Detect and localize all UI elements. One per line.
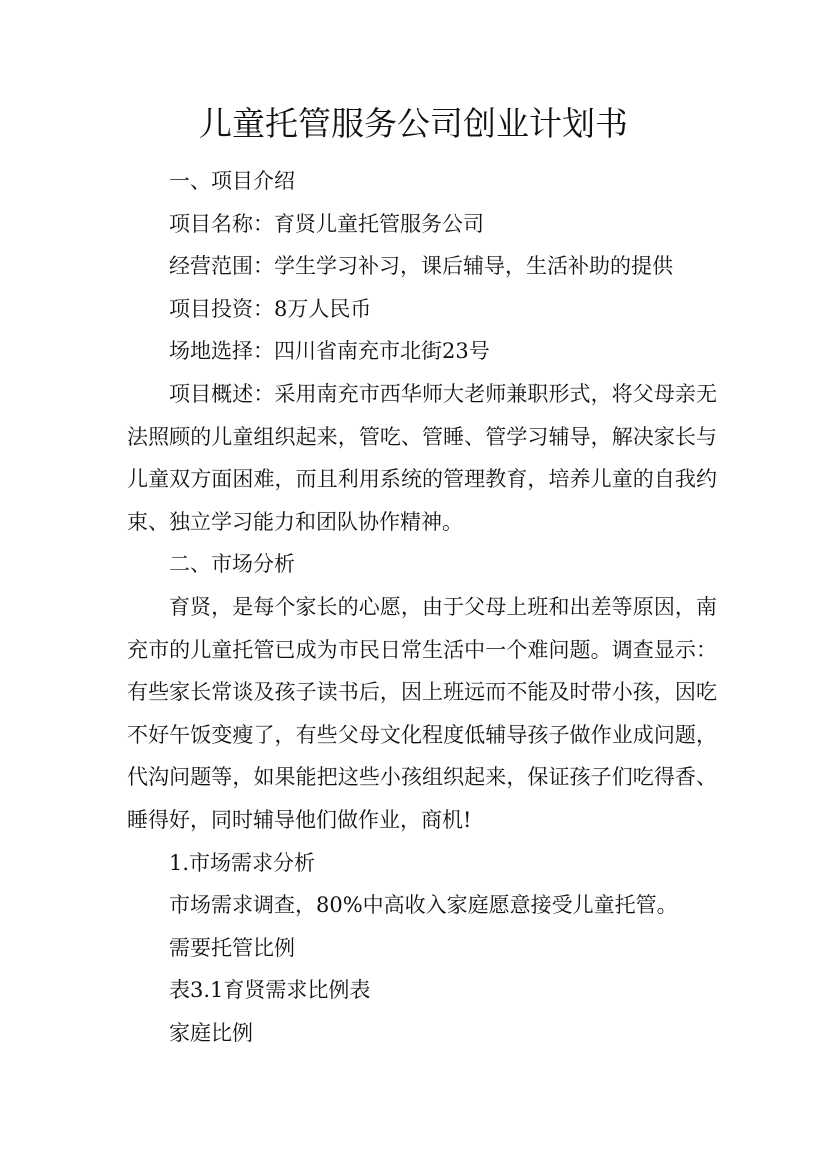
table-caption: 表3.1育贤需求比例表: [169, 978, 371, 1003]
paragraph-custody-ratio: 需要托管比例: [169, 935, 295, 960]
section-heading-market-analysis: 二、市场分析: [169, 552, 295, 577]
subheading-demand-analysis: 1.市场需求分析: [169, 850, 316, 875]
paragraph-market-background: 育贤，是每个家长的心愿，由于父母上班和出差等原因，南充市的儿童托管已成为市民日常生活中一个难问题。调查显示：有些家长常谈及孩子读书后，因上班远而不能及时带小孩，因吃不好午饭变瘦了，有些父母文化程度低辅导孩子做作业成问题，代沟问题等，如果能把这些小孩组织起来，保证孩子们吃得香、睡得好，同时辅导他们做作业，商机!: [127, 594, 717, 832]
section-heading-project-intro: 一、项目介绍: [169, 169, 295, 193]
paragraph-overview: 项目概述：采用南充市西华师大老师兼职形式，将父母亲无法照顾的儿童组织起来，管吃、管睡、管学习辅导，解决家长与儿童双方面困难，而且利用系统的管理教育，培养儿童的自我约束、独立学习能力和团队协作精神。: [127, 381, 717, 534]
paragraph-location: 场地选择：四川省南充市北街23号: [169, 339, 490, 364]
paragraph-business-scope: 经营范围：学生学习补习，课后辅导，生活补助的提供: [169, 254, 673, 279]
paragraph-family-ratio: 家庭比例: [169, 1020, 253, 1045]
document-body: [127, 160, 717, 1054]
paragraph-project-name: 项目名称：育贤儿童托管服务公司: [169, 211, 484, 236]
paragraph-investment: 项目投资：8万人民币: [169, 296, 372, 321]
paragraph-demand-survey: 市场需求调查，80%中高收入家庭愿意接受儿童托管。: [169, 893, 678, 918]
document-title: 儿童托管服务公司创业计划书: [199, 104, 628, 143]
